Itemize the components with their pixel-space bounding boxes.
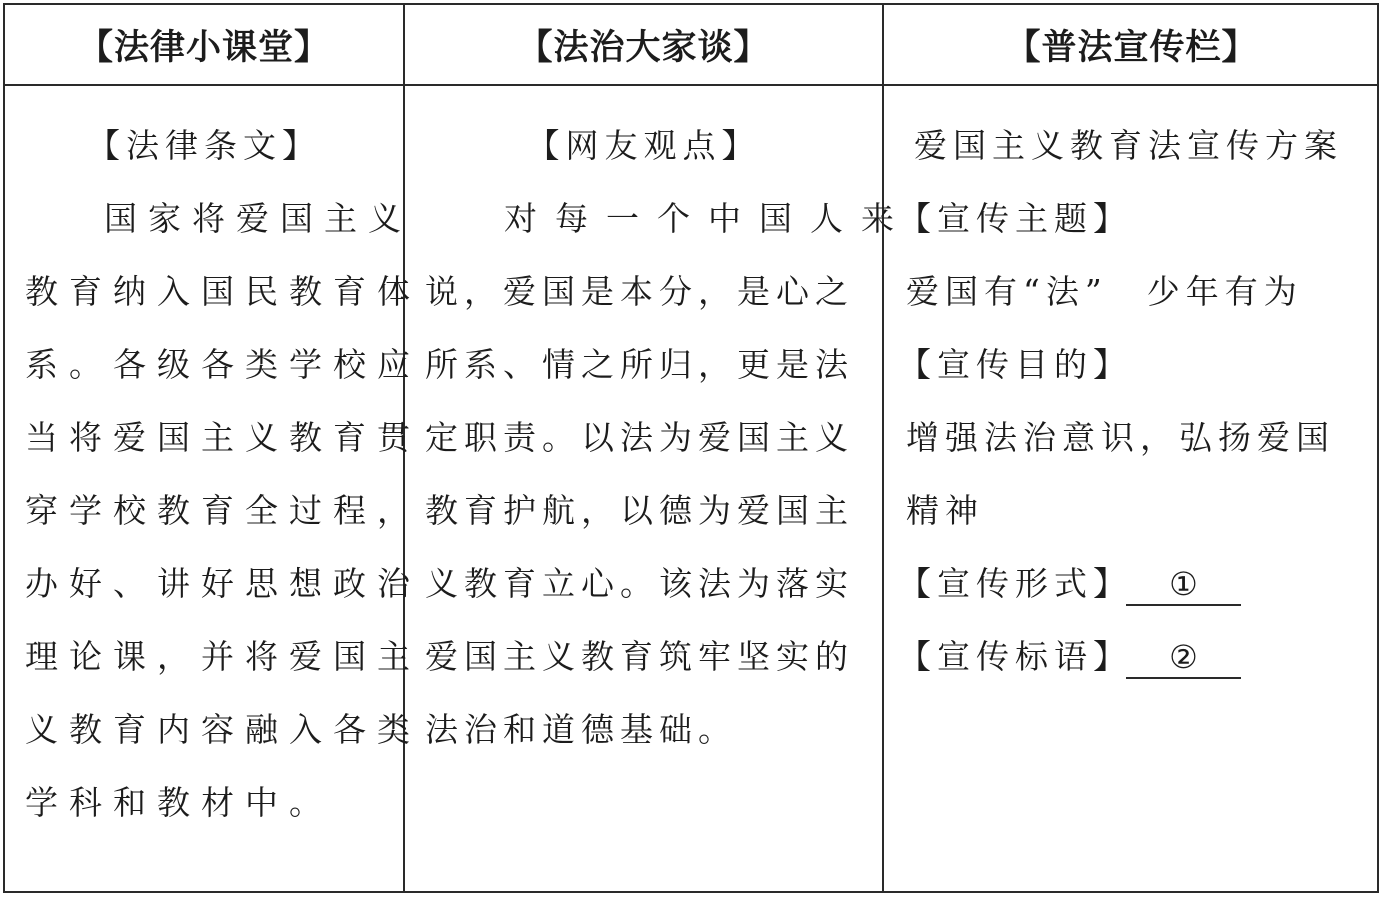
- purpose-text: 精神: [906, 491, 984, 530]
- publicity-plan-title: 爱国主义教育法宣传方案: [914, 126, 1343, 165]
- netizen-view-subtitle: 【网友观点】: [526, 126, 761, 165]
- law-article-line: 学科和教材中。: [25, 783, 333, 822]
- form-answer-blank[interactable]: ①: [1126, 564, 1241, 606]
- law-article-line: 理论课，并将爱国主: [25, 637, 421, 676]
- law-article-line: 办好、讲好思想政治: [25, 564, 421, 603]
- purpose-label: 【宣传目的】: [898, 345, 1132, 384]
- law-article-line: 当将爱国主义教育贯: [25, 418, 421, 457]
- content-table: [3, 3, 1379, 893]
- slogan-label: 【宣传标语】: [898, 637, 1132, 676]
- form-label: 【宣传形式】: [898, 564, 1132, 603]
- header-law-publicity: 【普法宣传栏】: [1005, 26, 1258, 68]
- law-publicity-column: [884, 86, 1379, 891]
- law-class-column: [5, 86, 421, 891]
- netizen-view-line: 爱国主义教育筑牢坚实的: [425, 637, 854, 676]
- slogan-answer-blank[interactable]: ②: [1126, 637, 1241, 679]
- header-law-discussion: 【法治大家谈】: [517, 26, 770, 68]
- law-article-line: 义教育内容融入各类: [25, 710, 421, 749]
- law-article-line: 教育纳入国民教育体: [25, 272, 421, 311]
- law-article-line: 系。各级各类学校应: [25, 345, 421, 384]
- theme-label: 【宣传主题】: [898, 199, 1132, 238]
- law-article-line: 穿学校教育全过程，: [25, 491, 421, 530]
- netizen-view-line: 说，爱国是本分，是心之: [425, 272, 854, 311]
- law-article-line: 国家将爱国主义: [104, 199, 412, 238]
- netizen-view-line: 教育护航，以德为爱国主: [425, 491, 854, 530]
- header-law-class: 【法律小课堂】: [77, 26, 330, 68]
- law-discussion-column: [405, 86, 912, 891]
- netizen-view-line: 法治和道德基础。: [425, 710, 737, 749]
- netizen-view-line: 定职责。以法为爱国主义: [425, 418, 854, 457]
- netizen-view-line: 所系、情之所归，更是法: [425, 345, 854, 384]
- netizen-view-line: 对每一个中国人来: [504, 199, 912, 238]
- netizen-view-line: 义教育立心。该法为落实: [425, 564, 854, 603]
- purpose-text: 增强法治意识，弘扬爱国: [906, 418, 1335, 457]
- law-article-subtitle: 【法律条文】: [87, 126, 321, 165]
- theme-text: 爱国有“法” 少年有为: [906, 272, 1303, 311]
